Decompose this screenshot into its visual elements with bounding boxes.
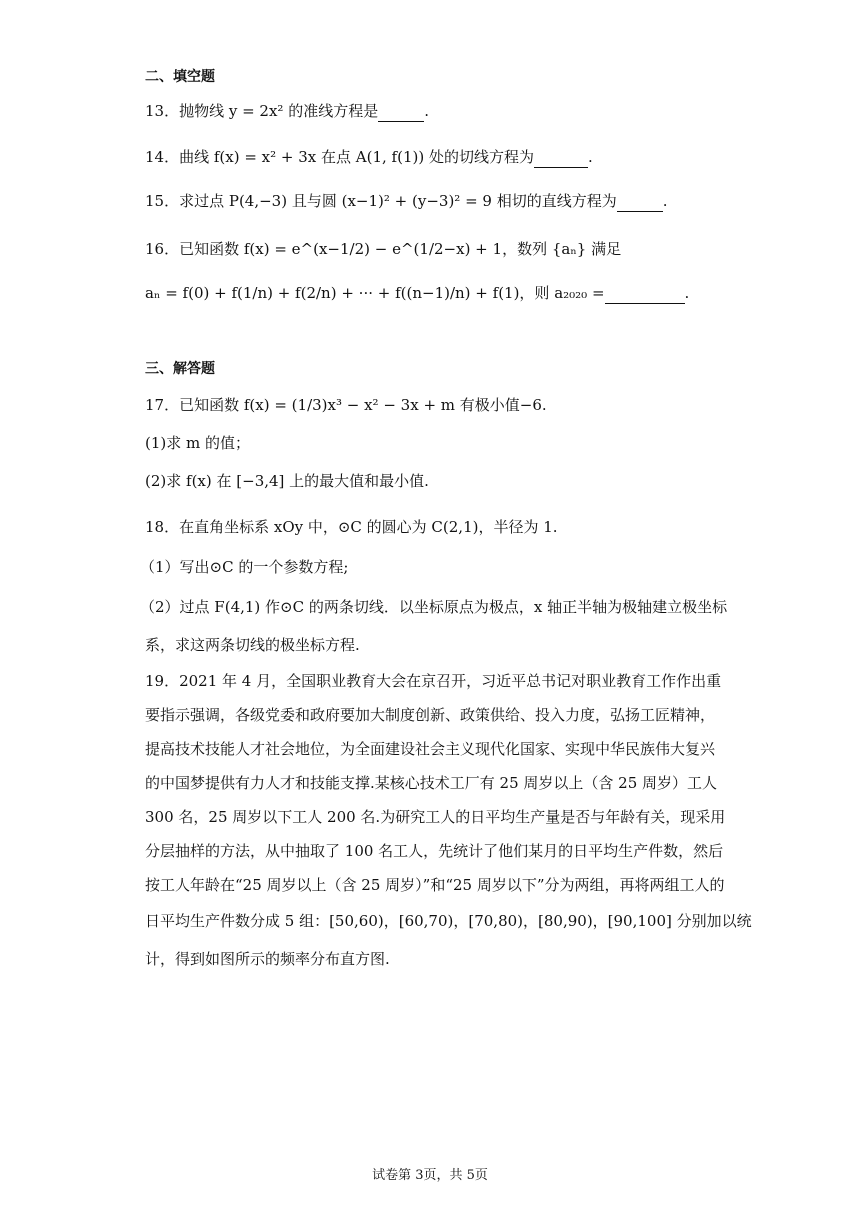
answer-blank [605, 289, 685, 304]
question-13: 13．抛物线 y = 2x² 的准线方程是 . [145, 102, 430, 120]
question-19-line: 计，得到如图所示的频率分布直方图. [145, 950, 390, 968]
question-16-formula: aₙ = f(0) + f(1/n) + f(2/n) + ··· + f((n−1)/n) + f(1)，则 a₂₀₂₀ = . [145, 284, 690, 302]
question-19-line: 日平均生产件数分成 5 组：[50,60)，[60,70)，[70,80)，[80,90)，[90,100] 分别加以统 [145, 912, 752, 930]
question-17-part-1: (1)求 m 的值； [145, 434, 251, 452]
answer-blank [617, 197, 663, 212]
question-19-line: 19．2021 年 4 月，全国职业教育大会在京召开，习近平总书记对职业教育工作作出重 [145, 672, 722, 690]
question-16-stem: 16．已知函数 f(x) = e^(x−1/2) − e^(1/2−x) + 1，数列 {aₙ} 满足 [145, 240, 622, 258]
question-16-formula-text: aₙ = f(0) + f(1/n) + f(2/n) + ··· + f((n−1)/n) + f(1)，则 a₂₀₂₀ = [145, 284, 605, 302]
question-13-text: 13．抛物线 y = 2x² 的准线方程是 [145, 102, 379, 120]
answer-blank [378, 107, 424, 122]
section-title-solutions: 三、解答题 [145, 361, 215, 377]
answer-blank [534, 153, 588, 168]
question-17-part-2: (2)求 f(x) 在 [−3,4] 上的最大值和最小值. [145, 472, 429, 490]
question-19-line: 按工人年龄在“25 周岁以上（含 25 周岁）”和“25 周岁以下”分为两组，再将两组工人的 [145, 876, 725, 894]
question-19-line: 的中国梦提供有力人才和技能支撑.某核心技术工厂有 25 周岁以上（含 25 周岁）工人 [145, 774, 718, 792]
question-18: 18．在直角坐标系 xOy 中，⊙C 的圆心为 C(2,1)，半径为 1. [145, 518, 558, 536]
question-15: 15．求过点 P(4,−3) 且与圆 (x−1)² + (y−3)² = 9 相切的直线方程为 . [145, 192, 668, 210]
question-14: 14．曲线 f(x) = x² + 3x 在点 A(1, f(1)) 处的切线方程为 . [145, 148, 593, 166]
question-17: 17．已知函数 f(x) = (1/3)x³ − x² − 3x + m 有极小值−6. [145, 396, 547, 414]
question-19-line: 要指示强调，各级党委和政府要加大制度创新、政策供给、投入力度，弘扬工匠精神， [145, 706, 716, 724]
question-19-line: 提高技术技能人才社会地位，为全面建设社会主义现代化国家、实现中华民族伟大复兴 [145, 740, 716, 758]
question-18-part-2: （2）过点 F(4,1) 作⊙C 的两条切线．以坐标原点为极点，x 轴正半轴为极轴建立极坐标 [140, 598, 728, 616]
section-title-fill-in: 二、填空题 [145, 69, 215, 85]
question-14-text: 14．曲线 f(x) = x² + 3x 在点 A(1, f(1)) 处的切线方程为 [145, 148, 534, 166]
question-19-line: 分层抽样的方法，从中抽取了 100 名工人，先统计了他们某月的日平均生产件数，然后 [145, 842, 724, 860]
page-footer: 试卷第 3页，共 5页 [372, 1168, 488, 1183]
question-19-line: 300 名，25 周岁以下工人 200 名.为研究工人的日平均生产量是否与年龄有关，现采用 [145, 808, 726, 826]
question-18-part-2-cont: 系，求这两条切线的极坐标方程. [145, 636, 360, 654]
question-18-part-1: （1）写出⊙C 的一个参数方程; [140, 558, 349, 576]
question-15-text: 15．求过点 P(4,−3) 且与圆 (x−1)² + (y−3)² = 9 相切的直线方程为 [145, 192, 617, 210]
